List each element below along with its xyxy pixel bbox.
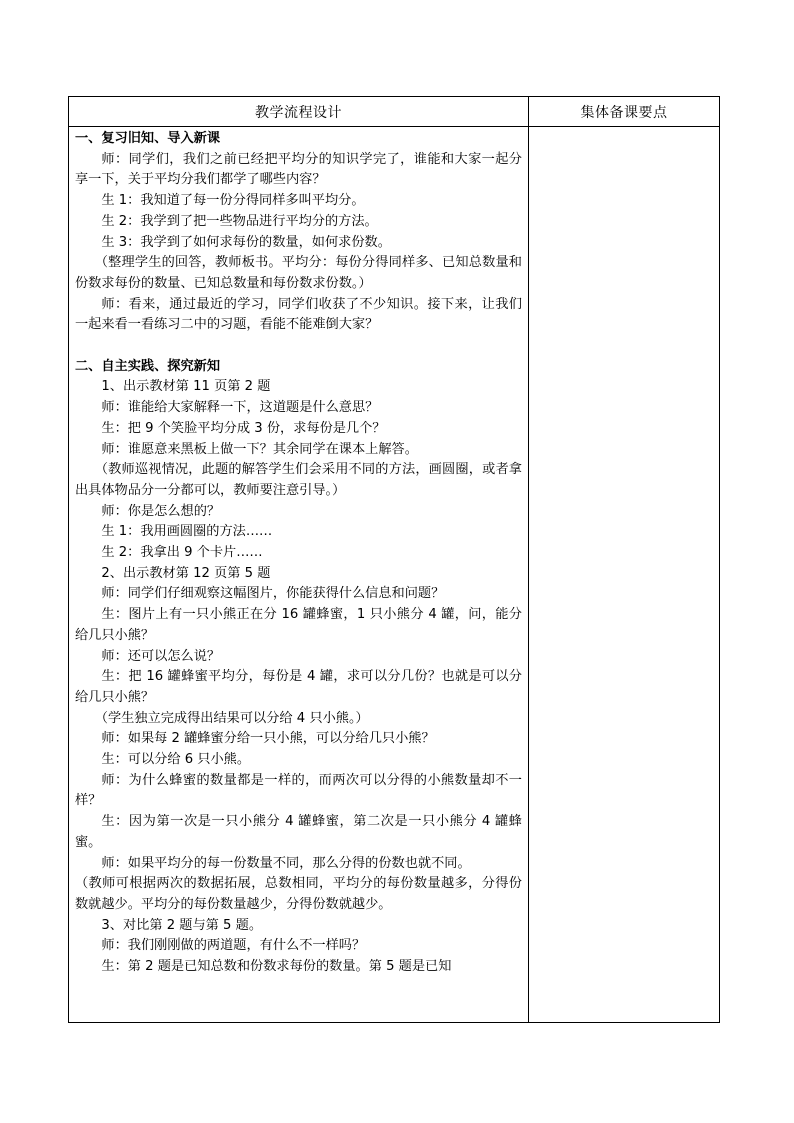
- table-body-row: [69, 127, 720, 1023]
- paragraph: 生：把 9 个笑脸平均分成 3 份，求每份是几个？: [101, 420, 386, 436]
- paragraph: 生：因为第一次是一只小熊分 4 罐蜂蜜，第二次是一只小熊分 4 罐蜂蜜。: [75, 814, 522, 850]
- paragraph: （学生独立完成得出结果可以分给 4 只小熊。）: [94, 710, 369, 726]
- paragraph: 生 2：我拿出 9 个卡片……: [101, 545, 263, 561]
- paragraph: 1、出示教材第 11 页第 2 题: [101, 379, 271, 395]
- paragraph: 师：同学们，我们之前已经把平均分的知识学完了，谁能和大家一起分享一下，关于平均分我们都学了哪些内容？: [75, 151, 522, 188]
- section-title-review: 一、复习旧知、导入新课: [75, 131, 221, 146]
- paragraph: 生 3：我学到了如何求每份的数量，如何求份数。: [101, 234, 391, 250]
- group-notes-cell: [529, 127, 720, 1023]
- header-group-notes: 集体备课要点: [529, 97, 720, 127]
- paragraph: 生：第 2 题是已知总数和份数求每份的数量。第 5 题是已知: [101, 959, 452, 975]
- paragraph: 师：我们刚刚做的两道题，有什么不一样吗？: [101, 938, 366, 954]
- paragraph: 师：谁能给大家解释一下，这道题是什么意思？: [101, 400, 379, 416]
- paragraph: 生 1：我用画圆圈的方法……: [101, 524, 273, 540]
- table-header-row: [69, 97, 720, 127]
- paragraph: 师：你是怎么想的？: [101, 503, 221, 519]
- paragraph: 生：把 16 罐蜂蜜平均分，每份是 4 罐，求可以分几份？也就是可以分给几只小熊？: [75, 669, 522, 705]
- paragraph: 生：可以分给 6 只小熊。: [101, 752, 251, 768]
- lesson-plan-table: [68, 96, 720, 1023]
- paragraph: 生 1：我知道了每一份分得同样多叫平均分。: [101, 193, 365, 209]
- section-title-practice: 二、自主实践、探究新知: [75, 358, 221, 374]
- teaching-process-cell: [69, 127, 529, 1023]
- paragraph: 师：如果平均分的每一份数量不同，那么分得的份数也就不同。: [101, 855, 471, 871]
- paragraph: 2、出示教材第 12 页第 5 题: [101, 565, 271, 581]
- paragraph: （教师巡视情况，此题的解答学生们会采用不同的方法，画圆圈，或者拿出具体物品分一分都可以，教师要注意引导。）: [75, 462, 522, 498]
- header-teaching-process: 教学流程设计: [69, 97, 529, 127]
- paragraph: 师：谁愿意来黑板上做一下？其余同学在课本上解答。: [101, 441, 418, 457]
- paragraph: 3、对比第 2 题与第 5 题。: [101, 917, 263, 933]
- paragraph: 师：如果每 2 罐蜂蜜分给一只小熊，可以分给几只小熊？: [101, 731, 435, 747]
- paragraph: （教师可根据两次的数据拓展，总数相同，平均分的每份数量越多，分得份数就越少。平均分的每份数量越少，分得份数就越少。: [75, 876, 522, 912]
- paragraph: 生 2：我学到了把一些物品进行平均分的方法。: [101, 213, 378, 229]
- teaching-process-content: [69, 127, 528, 978]
- blank-line: [75, 336, 522, 357]
- paragraph: 师：还可以怎么说？: [101, 648, 221, 664]
- paragraph: 师：看来，通过最近的学习，同学们收获了不少知识。接下来，让我们一起来看一看练习二中的习题，看能不能难倒大家？: [75, 296, 522, 333]
- paragraph: 生：图片上有一只小熊正在分 16 罐蜂蜜，1 只小熊分 4 罐，问，能分给几只小熊？: [75, 607, 522, 643]
- paragraph: 师：为什么蜂蜜的数量都是一样的，而两次可以分得的小熊数量却不一样？: [75, 772, 522, 809]
- paragraph: （整理学生的回答，教师板书。平均分：每份分得同样多、已知总数量和份数求每份的数量、已知总数量和每份数求份数。）: [75, 255, 522, 291]
- paragraph: 师：同学们仔细观察这幅图片，你能获得什么信息和问题？: [101, 586, 445, 602]
